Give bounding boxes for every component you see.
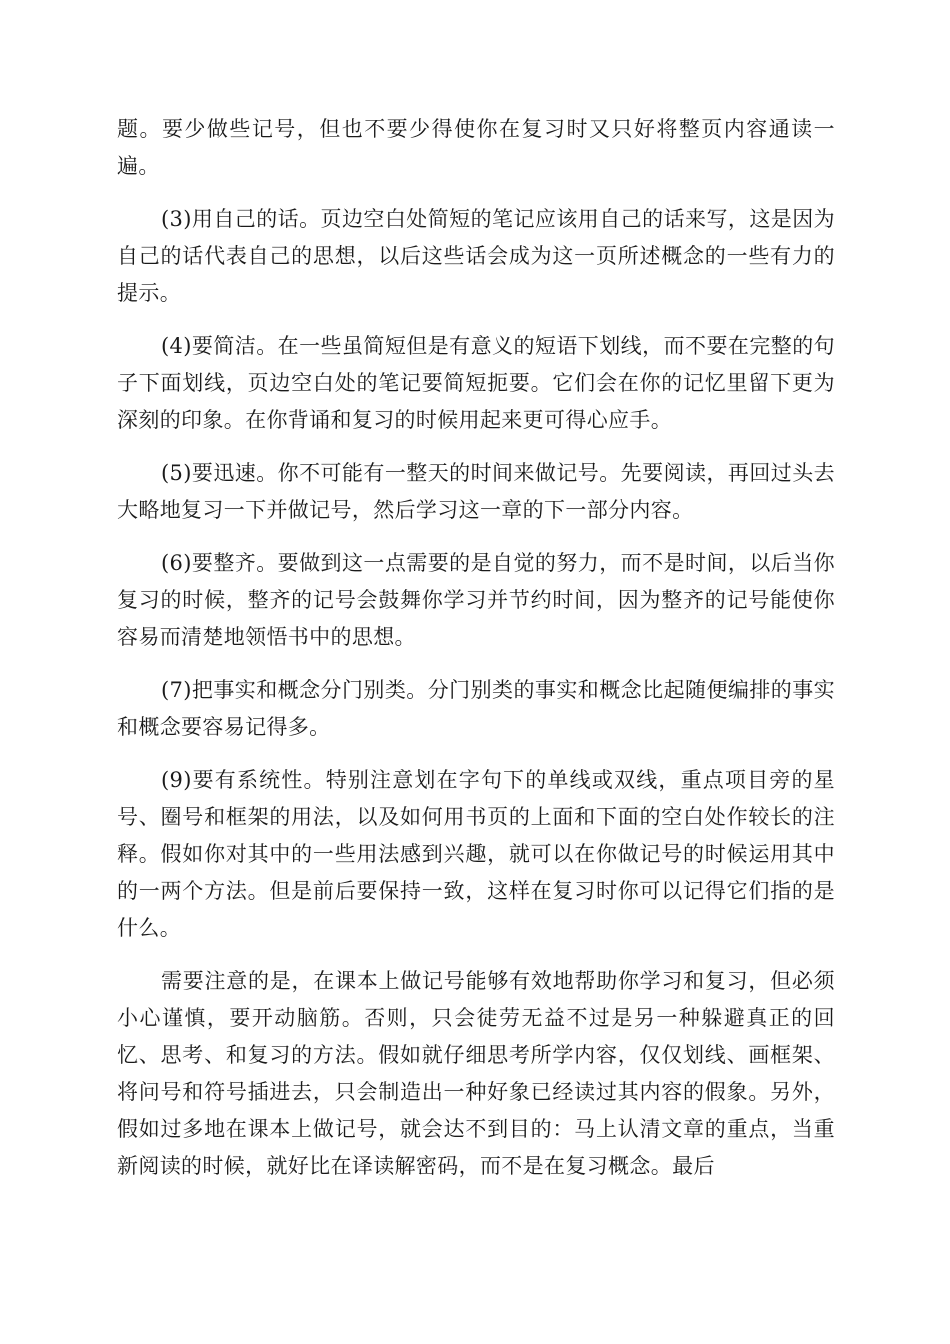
paragraph-tip-6: (6)要整齐。要做到这一点需要的是自觉的努力，而不是时间，以后当你复习的时候，整齐的记号会鼓舞你学习并节约时间，因为整齐的记号能使你容易而清楚地领悟书中的思想。 — [117, 551, 835, 649]
paragraph-tip-3: (3)用自己的话。页边空白处简短的笔记应该用自己的话来写，这是因为自己的话代表自己的思想，以后这些话会成为这一页所述概念的一些有力的提示。 — [117, 207, 835, 305]
paragraph-note: 需要注意的是，在课本上做记号能够有效地帮助你学习和复习，但必须小心谨慎，要开动脑筋。否则，只会徒劳无益不过是另一种躲避真正的回忆、思考、和复习的方法。假如就仔细思考所学内容，仅仅划线、画框架、将问号和符号插进去，只会制造出一种好象已经读过其内容的假象。另外，假如过多地在课本上做记号，就会达不到目的：马上认清文章的重点，当重新阅读的时候，就好比在译读解密码，而不是在复习概念。最后 — [117, 969, 835, 1178]
paragraph-continuation: 题。要少做些记号，但也不要少得使你在复习时又只好将整页内容通读一遍。 — [117, 117, 835, 178]
paragraph-tip-5: (5)要迅速。你不可能有一整天的时间来做记号。先要阅读，再回过头去大略地复习一下并做记号，然后学习这一章的下一部分内容。 — [117, 461, 835, 522]
document-body — [117, 111, 835, 1201]
paragraph-tip-9: (9)要有系统性。特别注意划在字句下的单线或双线，重点项目旁的星号、圈号和框架的用法，以及如何用书页的上面和下面的空白处作较长的注释。假如你对其中的一些用法感到兴趣，就可以在你做记号的时候运用其中的一两个方法。但是前后要保持一致，这样在复习时你可以记得它们指的是什么。 — [117, 768, 835, 940]
paragraph-tip-7: (7)把事实和概念分门别类。分门别类的事实和概念比起随便编排的事实和概念要容易记得多。 — [117, 678, 835, 739]
paragraph-tip-4: (4)要简洁。在一些虽简短但是有意义的短语下划线，而不要在完整的句子下面划线，页边空白处的笔记要简短扼要。它们会在你的记忆里留下更为深刻的印象。在你背诵和复习的时候用起来更可得心应手。 — [117, 334, 835, 432]
